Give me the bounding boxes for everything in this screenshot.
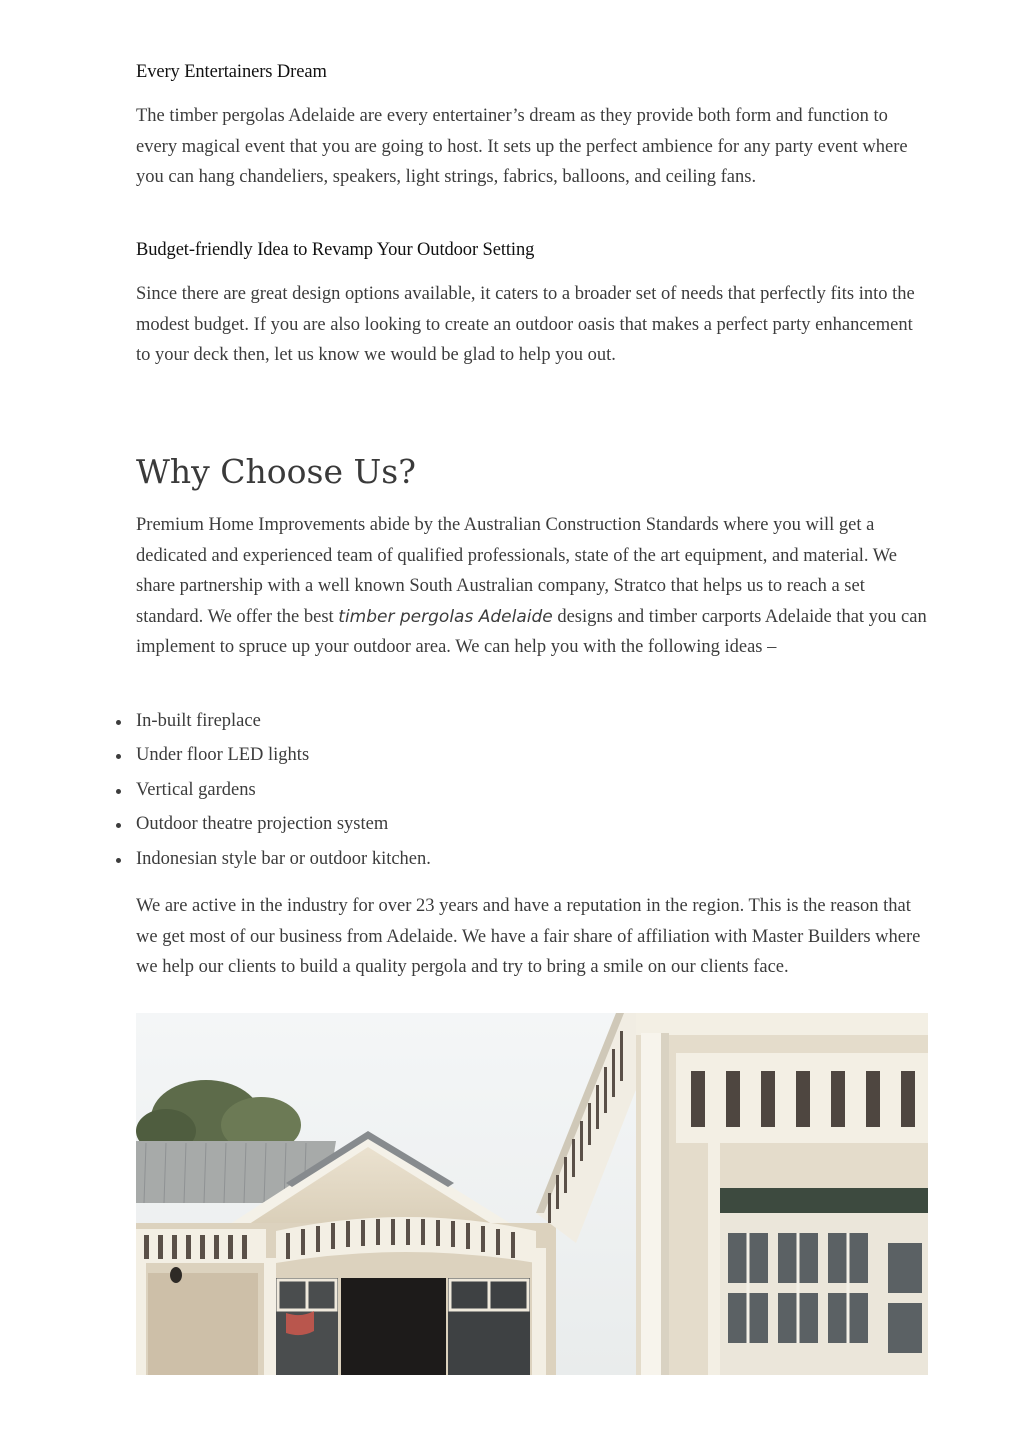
ideas-list xyxy=(136,706,431,878)
pergola-house-photo xyxy=(136,1013,928,1375)
paragraph-budget: Since there are great design options available, it caters to a broader set of needs that perfectly fits into the modest budget. If you are also looking to create an outdoor oasis that makes a perfect party enhancement to your deck then, let us know we would be glad to help you out. xyxy=(136,284,915,365)
paragraph-closing: We are active in the industry for over 23 years and have a reputation in the region. This is the reason that we get most of our business from Adelaide. We have a fair share of affiliation with Master Builders where we help our clients to build a quality pergola and try to bring a smile on our clients face. xyxy=(136,896,921,977)
intro-text-emphasis: timber pergolas Adelaide xyxy=(338,606,553,627)
section-heading-budget: Budget-friendly Idea to Revamp Your Outdoor Setting xyxy=(136,240,535,260)
paragraph-why-intro xyxy=(136,510,928,663)
intro-text-start: Premium Home Improvements abide by the Australian Construction Standards where you will get a dedicated and experienced team of qualified professionals, state of the art equipment, and material. We share partnership with a well known South Australian company, Stratco that helps us to reach a set standard. We offer the best xyxy=(136,515,897,627)
why-choose-us-heading: Why Choose Us? xyxy=(136,452,416,491)
list-item: Under floor LED lights xyxy=(136,740,431,774)
list-item: Outdoor theatre projection system xyxy=(136,809,431,843)
intro-text-end: designs and timber carports Adelaide that you can implement to spruce up your outdoor area. We can help you with the following ideas – xyxy=(136,606,927,657)
section-heading-entertainers: Every Entertainers Dream xyxy=(136,62,327,82)
list-item: In-built fireplace xyxy=(136,706,431,740)
list-item: Vertical gardens xyxy=(136,775,431,809)
list-item: Indonesian style bar or outdoor kitchen. xyxy=(136,844,431,878)
paragraph-entertainers: The timber pergolas Adelaide are every entertainer’s dream as they provide both form and function to every magical event that you are going to host. It sets up the perfect ambience for any party event where you can hang chandeliers, speakers, light strings, fabrics, balloons, and ceiling fans. xyxy=(136,106,908,187)
